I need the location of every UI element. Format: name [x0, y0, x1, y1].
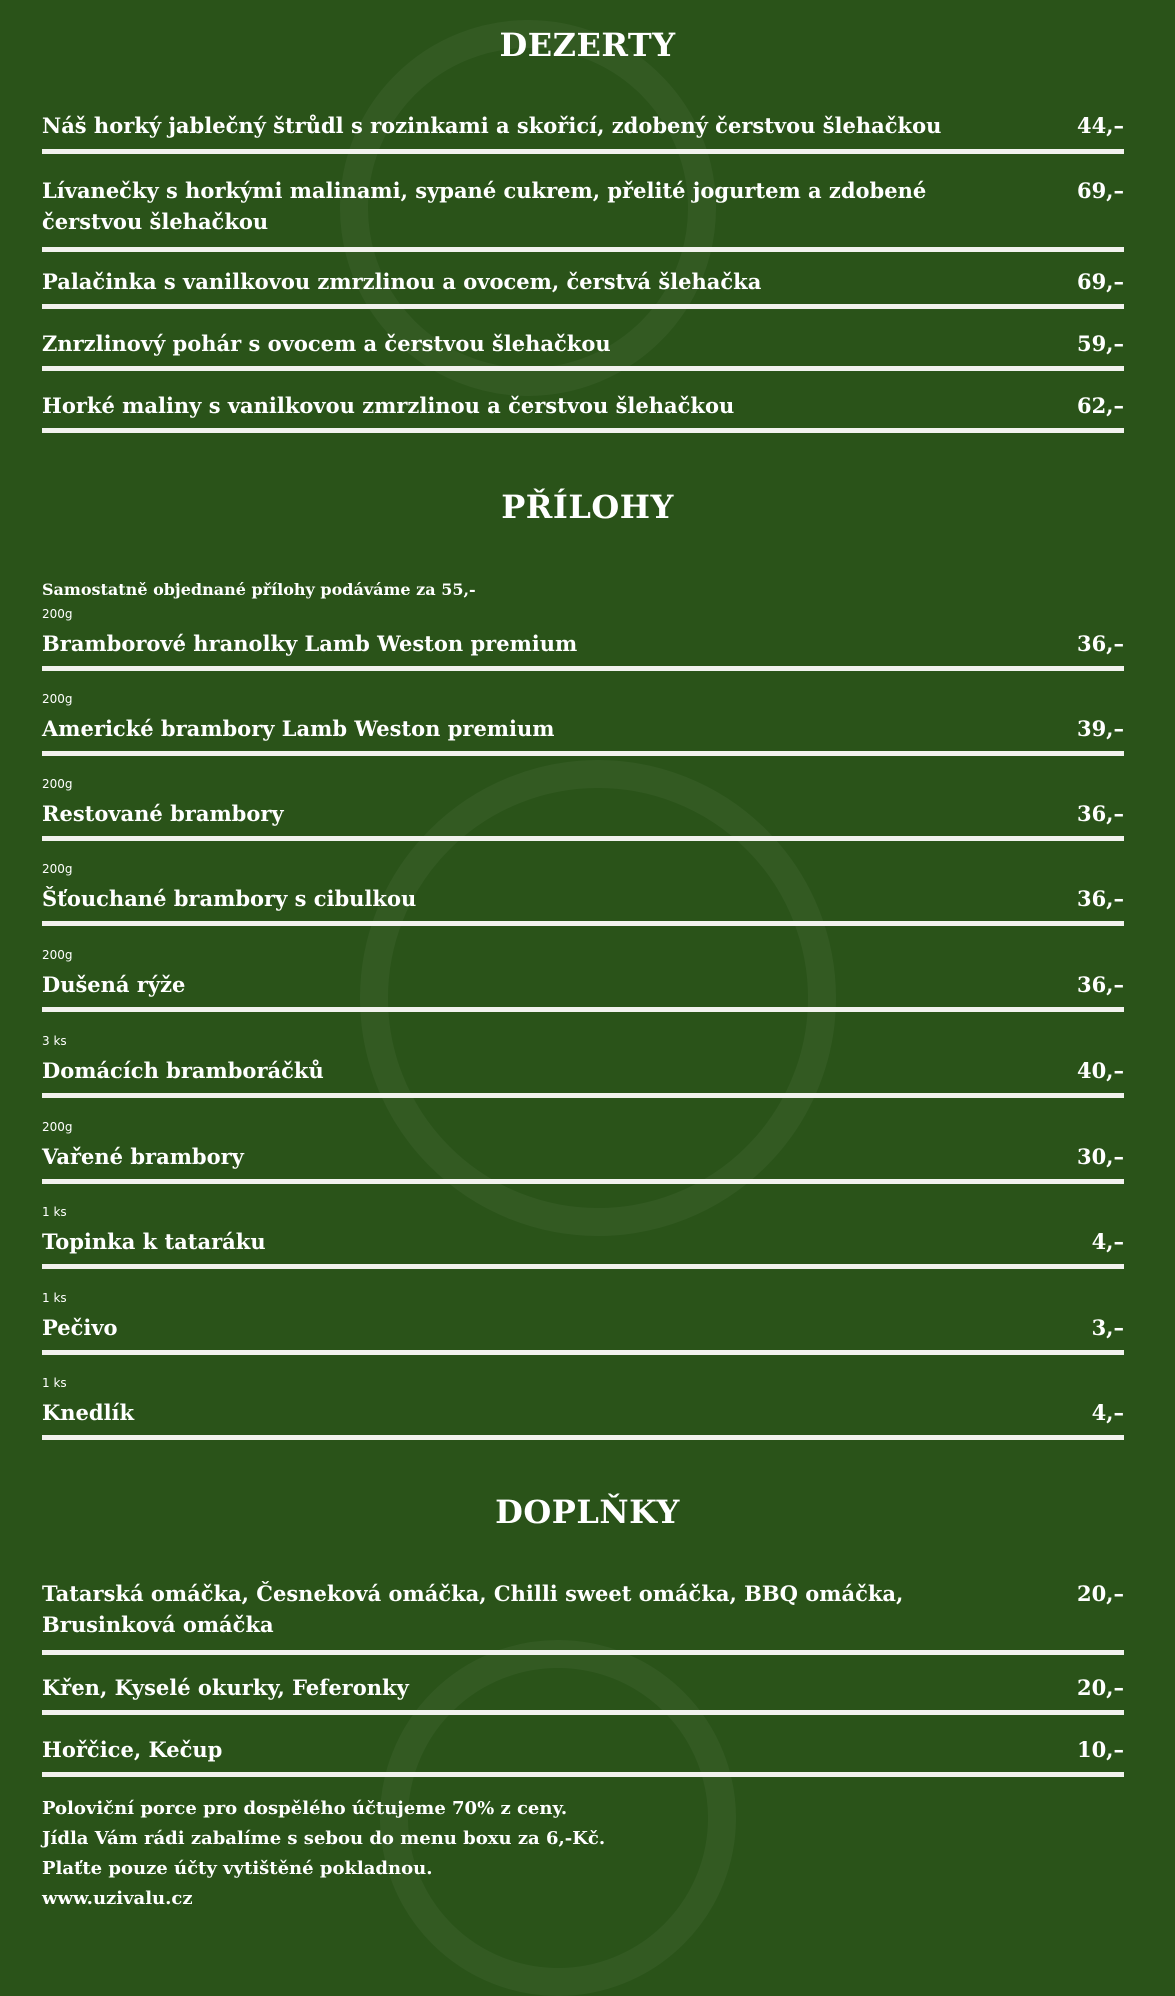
divider	[42, 1710, 1124, 1715]
item-quantity: 200g	[42, 948, 73, 962]
item-quantity: 200g	[42, 862, 73, 876]
divider	[42, 149, 1124, 154]
menu-item	[42, 328, 1124, 359]
divider	[42, 1007, 1124, 1012]
item-price: 36,–	[1076, 972, 1124, 997]
divider	[42, 751, 1124, 756]
divider	[42, 428, 1124, 433]
divider	[42, 1772, 1124, 1777]
item-name: Knedlík	[42, 1400, 135, 1425]
menu-item	[42, 1734, 1124, 1765]
item-name: Dušená rýže	[42, 972, 186, 997]
item-name: Americké brambory Lamb Weston premium	[42, 716, 555, 741]
item-quantity: 1 ks	[42, 1291, 67, 1305]
divider	[42, 1650, 1124, 1655]
divider	[42, 836, 1124, 841]
item-name: Horké maliny s vanilkovou zmrzlinou a čerstvou šlehačkou	[42, 393, 735, 418]
item-name: Šťouchané brambory s cibulkou	[42, 886, 417, 911]
website-link[interactable]: www.uzivalu.cz	[42, 1888, 193, 1909]
item-name: Náš horký jablečný štrůdl s rozinkami a skořicí, zdobený čerstvou šlehačkou	[42, 113, 942, 138]
item-name: Znrzlinový pohár s ovocem a čerstvou šlehačkou	[42, 331, 611, 356]
section-title-sides: PŘÍLOHY	[501, 488, 674, 526]
divider	[42, 1179, 1124, 1184]
item-price: 59,–	[1076, 331, 1124, 356]
item-price: 36,–	[1076, 801, 1124, 826]
item-price: 44,–	[1076, 113, 1124, 138]
menu-item	[42, 110, 1124, 141]
menu-item	[42, 1578, 1124, 1640]
item-price: 36,–	[1076, 631, 1124, 656]
divider	[42, 1350, 1124, 1355]
footer-line: Plaťte pouze účty vytištěné pokladnou.	[42, 1858, 433, 1879]
footer-line: Jídla Vám rádi zabalíme s sebou do menu boxu za 6,-Kč.	[42, 1828, 606, 1849]
divider	[42, 1264, 1124, 1269]
item-price: 36,–	[1076, 886, 1124, 911]
menu-item	[42, 266, 1124, 297]
section-title-desserts: DEZERTY	[499, 26, 676, 64]
menu-item	[42, 1672, 1124, 1703]
item-price: 4,–	[1091, 1400, 1124, 1425]
footer-line: Poloviční porce pro dospělého účtujeme 70% z ceny.	[42, 1798, 568, 1819]
item-name: Tatarská omáčka, Česneková omáčka, Chilli sweet omáčka, BBQ omáčka, Brusinková omáčka	[42, 1581, 904, 1637]
footer-notes	[42, 1794, 605, 1914]
item-price: 30,–	[1076, 1144, 1124, 1169]
item-quantity: 200g	[42, 692, 73, 706]
item-name: Domácích bramboráčků	[42, 1058, 324, 1083]
item-price: 20,–	[1076, 1675, 1124, 1700]
item-quantity: 200g	[42, 607, 73, 621]
item-price: 62,–	[1076, 393, 1124, 418]
item-price: 40,–	[1076, 1058, 1124, 1083]
item-quantity: 200g	[42, 777, 73, 791]
item-price: 4,–	[1091, 1229, 1124, 1254]
menu-item	[42, 175, 1124, 237]
item-name: Palačinka s vanilkovou zmrzlinou a ovocem, čerstvá šlehačka	[42, 269, 762, 294]
item-name: Topinka k tataráku	[42, 1229, 266, 1254]
item-name: Pečivo	[42, 1315, 118, 1340]
sides-note: Samostatně objednané přílohy podáváme za 55,-	[42, 580, 476, 599]
item-name: Vařené brambory	[42, 1144, 244, 1169]
item-price: 69,–	[1076, 178, 1124, 203]
item-quantity: 1 ks	[42, 1205, 67, 1219]
item-name: Restované brambory	[42, 801, 284, 826]
menu-item	[42, 1312, 1124, 1343]
divider	[42, 247, 1124, 252]
section-title-extras: DOPLŇKY	[495, 1493, 680, 1531]
item-name: Lívanečky s horkými malinami, sypané cukrem, přelité jogurtem a zdobené čerstvou šlehačkou	[42, 178, 927, 234]
item-price: 10,–	[1076, 1737, 1124, 1762]
menu-item	[42, 713, 1124, 744]
menu-item	[42, 1141, 1124, 1172]
divider	[42, 1093, 1124, 1098]
item-price: 3,–	[1091, 1315, 1124, 1340]
item-price: 20,–	[1076, 1581, 1124, 1606]
divider	[42, 921, 1124, 926]
item-name: Bramborové hranolky Lamb Weston premium	[42, 631, 578, 656]
item-quantity: 200g	[42, 1120, 73, 1134]
menu-item	[42, 798, 1124, 829]
divider	[42, 1435, 1124, 1440]
menu-item	[42, 628, 1124, 659]
menu-item	[42, 883, 1124, 914]
item-price: 69,–	[1076, 269, 1124, 294]
menu-item	[42, 1226, 1124, 1257]
divider	[42, 304, 1124, 309]
menu-item	[42, 1055, 1124, 1086]
menu-item	[42, 1397, 1124, 1428]
item-quantity: 1 ks	[42, 1376, 67, 1390]
menu-item	[42, 390, 1124, 421]
menu-item	[42, 969, 1124, 1000]
item-name: Hořčice, Kečup	[42, 1737, 223, 1762]
divider	[42, 366, 1124, 371]
divider	[42, 666, 1124, 671]
item-quantity: 3 ks	[42, 1034, 67, 1048]
item-name: Křen, Kyselé okurky, Feferonky	[42, 1675, 409, 1700]
item-price: 39,–	[1076, 716, 1124, 741]
